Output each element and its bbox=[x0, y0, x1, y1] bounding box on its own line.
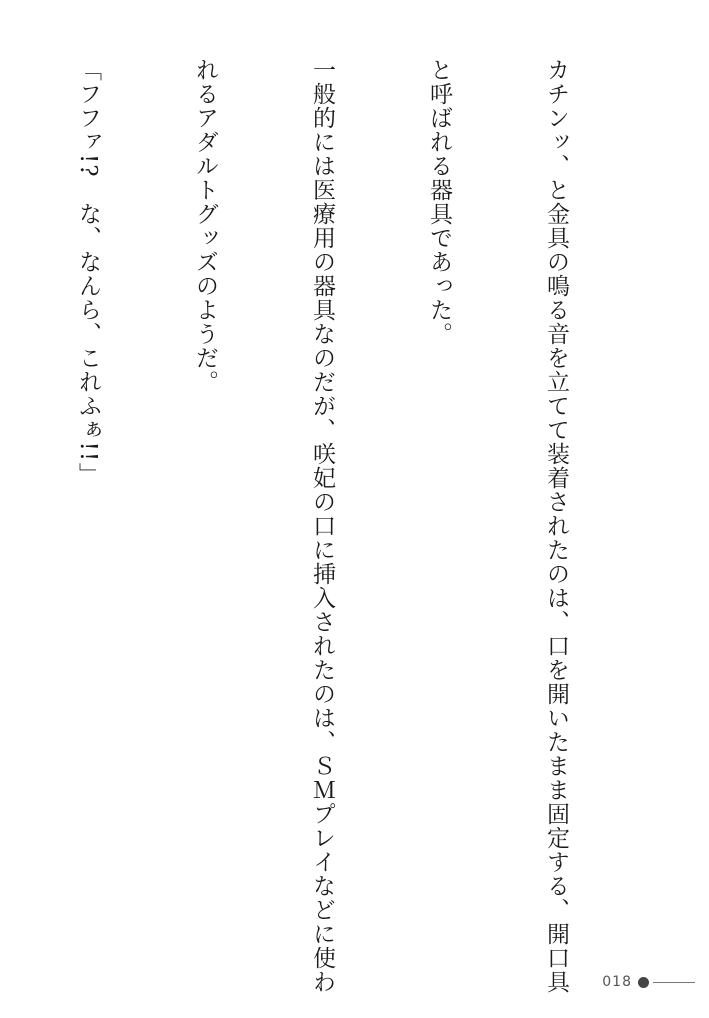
text-line: れるアダルトグッズのようだ。 bbox=[192, 58, 218, 394]
page-marker-rule bbox=[653, 982, 695, 983]
page-marker-dot-icon bbox=[638, 977, 649, 988]
page-number-footer bbox=[602, 974, 695, 990]
page-number: 018 bbox=[602, 974, 632, 990]
text-line: 「フファ!? な、なんら、これふぁ!!」 bbox=[75, 58, 101, 487]
text-line: と呼ばれる器具であった。 bbox=[426, 58, 452, 346]
text-line: カチンッ、と金具の鳴る音を立てて装着されたのは、口を開いたまま固定する、開口具 bbox=[543, 58, 569, 994]
text-line: 一般的には医療用の器具なのだが、咲妃の口に挿入されたのは、ＳＭプレイなどに使わ bbox=[309, 58, 335, 994]
